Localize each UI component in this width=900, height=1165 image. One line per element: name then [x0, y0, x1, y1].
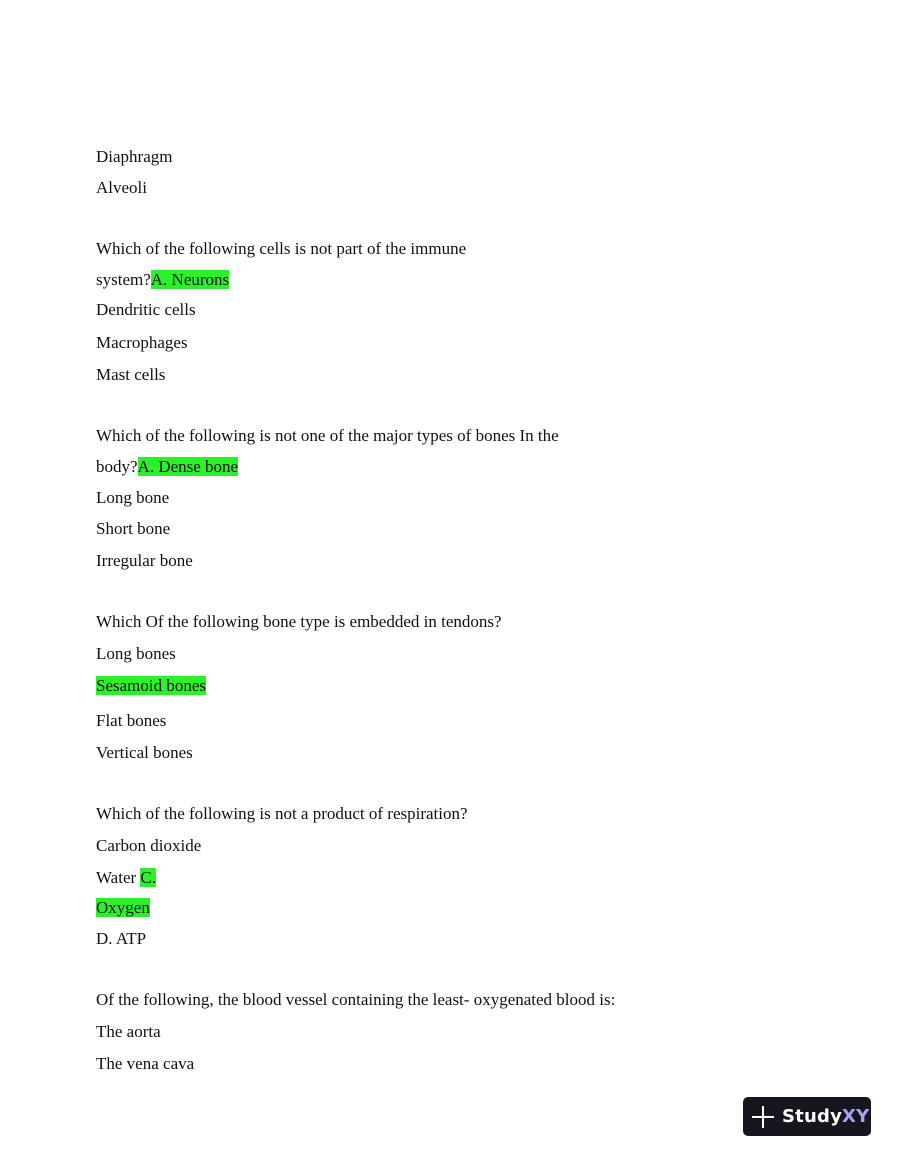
highlighted-answer: A. Dense bone: [137, 457, 239, 476]
text-line: [96, 177, 147, 199]
line-text: The aorta: [96, 1022, 161, 1041]
line-text: Dendritic cells: [96, 300, 196, 319]
text-line: [96, 897, 150, 919]
text-line: [96, 550, 193, 572]
line-text: Macrophages: [96, 333, 188, 352]
text-line: [96, 146, 172, 168]
text-line: [96, 928, 146, 950]
plus-icon: [752, 1106, 774, 1128]
line-text: Carbon dioxide: [96, 836, 202, 855]
line-text: system?: [96, 270, 151, 289]
text-line: [96, 1021, 161, 1043]
text-line: [96, 487, 169, 509]
text-line: [96, 675, 206, 697]
line-text: Water: [96, 868, 141, 887]
highlighted-answer: A. Neurons: [150, 270, 230, 289]
text-line: [96, 299, 196, 321]
text-line: [96, 425, 559, 447]
text-line: [96, 643, 176, 665]
highlighted-answer: Oxygen: [96, 898, 150, 917]
text-line: [96, 742, 193, 764]
line-text: Flat bones: [96, 711, 167, 730]
line-text: Diaphragm: [96, 147, 173, 166]
line-text: Long bone: [96, 488, 170, 507]
line-text: body?: [96, 457, 138, 476]
text-line: [96, 332, 188, 354]
text-line: [96, 364, 165, 386]
line-text: Short bone: [96, 519, 171, 538]
line-text: Which Of the following bone type is embedded in tendons?: [96, 612, 502, 631]
text-line: [96, 710, 166, 732]
line-text: Which of the following cells is not part of the immune: [96, 239, 467, 258]
text-line: [96, 611, 502, 633]
text-line: [96, 456, 238, 478]
text-line: [96, 518, 170, 540]
line-text: D. ATP: [96, 929, 147, 948]
line-text: Vertical bones: [96, 743, 193, 762]
text-line: [96, 803, 468, 825]
line-text: Which of the following is not one of the major types of bones In the: [96, 426, 559, 445]
text-line: [96, 867, 156, 889]
text-line: [96, 989, 615, 1011]
text-line: [96, 269, 229, 291]
line-text: Alveoli: [96, 178, 147, 197]
studyxy-badge[interactable]: [743, 1097, 871, 1136]
line-text: Long bones: [96, 644, 176, 663]
line-text: Irregular bone: [96, 551, 193, 570]
highlighted-answer: Sesamoid bones: [96, 676, 207, 695]
text-line: [96, 835, 201, 857]
line-text: Mast cells: [96, 365, 166, 384]
text-line: [96, 1053, 194, 1075]
studyxy-logo-text: StudyXY: [782, 1106, 870, 1127]
highlighted-answer: C.: [140, 868, 157, 887]
line-text: Which of the following is not a product of respiration?: [96, 804, 468, 823]
line-text: Of the following, the blood vessel containing the least- oxygenated blood is:: [96, 990, 616, 1009]
line-text: The vena cava: [96, 1054, 195, 1073]
text-line: [96, 238, 466, 260]
